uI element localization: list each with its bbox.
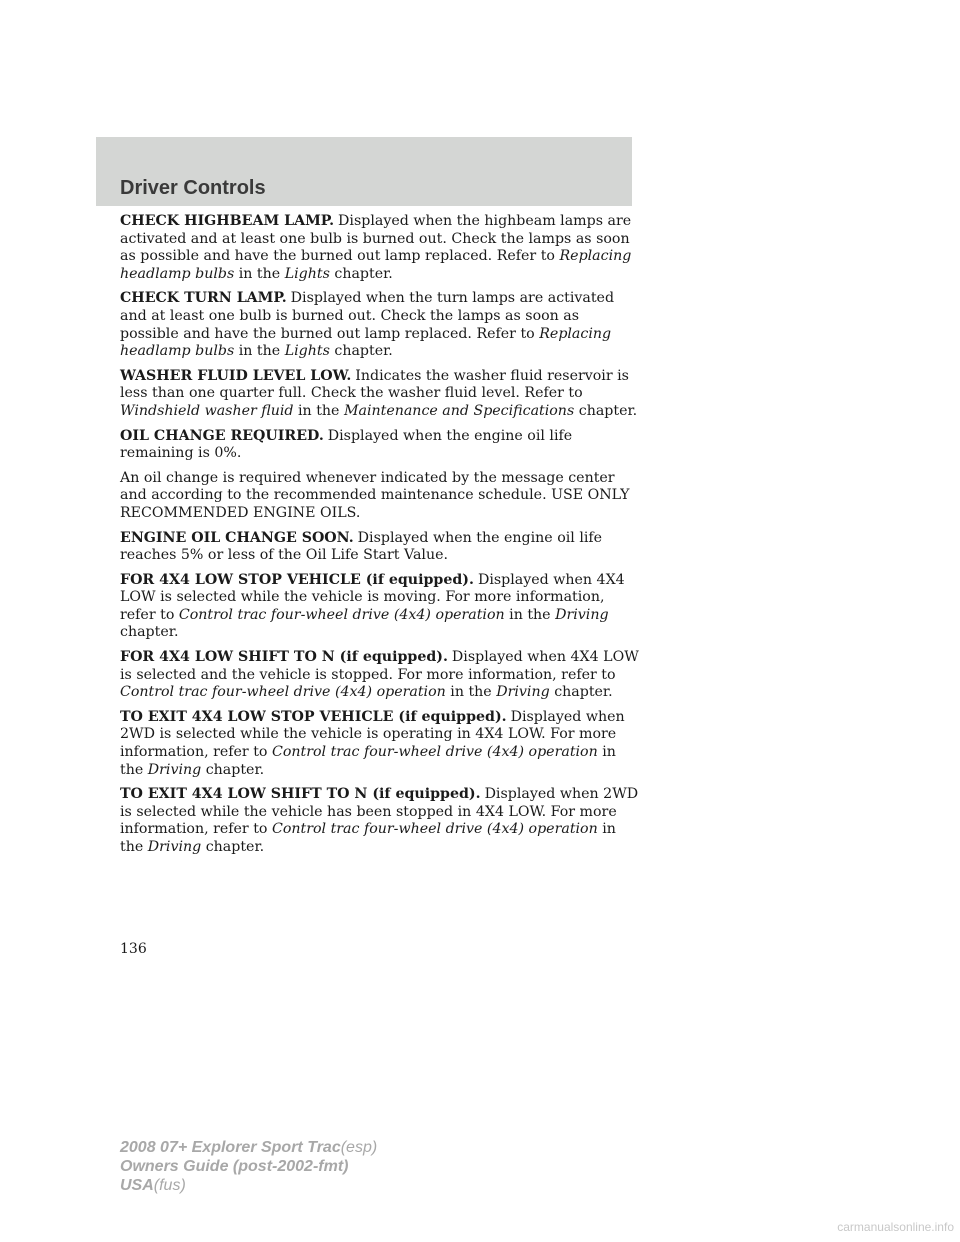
entry-ref: Windshield washer fluid xyxy=(120,402,294,419)
footer-market: USA xyxy=(120,1177,154,1194)
entry-text: chapter. xyxy=(201,761,265,778)
entry-term: WASHER FLUID LEVEL LOW. xyxy=(120,367,352,384)
entry-text: in the xyxy=(445,684,497,701)
entry-term: CHECK TURN LAMP. xyxy=(120,290,287,307)
entry-text: Displayed when 2WD is selected while the vehicle has been stopped in 4X4 LOW. For more information, refer to xyxy=(120,786,639,838)
entry-text: chapter. xyxy=(120,624,179,641)
entry-washer-fluid-level-low xyxy=(120,368,640,421)
page-number: 136 xyxy=(120,941,147,957)
footer-model-code: (esp) xyxy=(340,1139,378,1156)
section-title: Driver Controls xyxy=(120,177,266,199)
entry-term: OIL CHANGE REQUIRED. xyxy=(120,427,324,444)
footer-line-guide xyxy=(120,1157,377,1176)
entry-text: An oil change is required whenever indicated by the message center and according to the recommended maintenance schedule. USE ONLY RECOMMENDED ENGINE OILS. xyxy=(120,469,630,521)
entry-chapter-ref: Maintenance and Specifications xyxy=(343,402,575,419)
entry-chapter-ref: Lights xyxy=(284,265,330,282)
entry-term: TO EXIT 4X4 LOW SHIFT TO N (if equipped). xyxy=(120,786,481,803)
entry-text: chapter. xyxy=(549,684,613,701)
entry-ref: Replacing headlamp bulbs xyxy=(120,325,612,360)
entry-text: Displayed when 4X4 LOW is selected and the vehicle is stopped. For more information, refer to xyxy=(120,649,639,683)
entry-engine-oil-change-soon xyxy=(120,530,640,565)
entry-text: Displayed when 4X4 LOW is selected while the vehicle is moving. For more information, refer to xyxy=(120,571,625,623)
entry-ref: Control trac four-wheel drive (4x4) operation xyxy=(178,606,505,623)
entry-oil-change-required xyxy=(120,428,640,463)
entry-text: in the xyxy=(504,606,556,623)
entry-term: TO EXIT 4X4 LOW STOP VEHICLE (if equipped). xyxy=(120,708,507,725)
entry-text: chapter. xyxy=(329,343,393,360)
entry-text: Displayed when the turn lamps are activated and at least one bulb is burned out. Check the lamps as soon as possible and have the burned out lamp replaced. Refer to xyxy=(120,290,615,342)
entry-ref: Control trac four-wheel drive (4x4) operation xyxy=(271,744,598,761)
entry-chapter-ref: Driving xyxy=(555,606,609,623)
site-watermark: carmanualsonline.info xyxy=(837,1220,954,1234)
entry-text: Displayed when the highbeam lamps are activated and at least one bulb is burned out. Check the lamps as soon as possible and have the burned out lamp replaced. Refer to xyxy=(120,213,632,265)
entry-text: in the xyxy=(120,744,616,778)
entry-term: CHECK HIGHBEAM LAMP. xyxy=(120,213,335,229)
entry-chapter-ref: Lights xyxy=(284,343,330,360)
footer-guide: Owners Guide (post-2002-fmt) xyxy=(120,1158,349,1175)
entry-ref: Control trac four-wheel drive (4x4) operation xyxy=(120,684,446,701)
footer-model: 2008 07+ Explorer Sport Trac xyxy=(120,1139,341,1156)
footer-market-code: (fus) xyxy=(153,1177,186,1194)
entry-ref: Control trac four-wheel drive (4x4) operation xyxy=(271,821,598,838)
footer-line-market xyxy=(120,1176,377,1195)
entry-text: chapter. xyxy=(201,839,265,855)
page-content xyxy=(120,213,640,864)
entry-check-turn-lamp xyxy=(120,290,640,360)
entry-text: in the xyxy=(293,402,344,419)
entry-4x4-low-shift-to-n xyxy=(120,649,640,702)
entry-text: Displayed when the engine oil life remaining is 0%. xyxy=(120,427,573,462)
footer-line-model xyxy=(120,1138,377,1157)
section-header-band xyxy=(96,137,632,206)
entry-text: in the xyxy=(234,343,285,360)
document-footer xyxy=(120,1138,377,1195)
entry-chapter-ref: Driving xyxy=(147,761,202,778)
entry-term: FOR 4X4 LOW SHIFT TO N (if equipped). xyxy=(120,649,448,666)
entry-text: chapter. xyxy=(574,402,638,419)
entry-chapter-ref: Driving xyxy=(496,684,550,701)
entry-oil-change-note xyxy=(120,470,640,523)
entry-term: FOR 4X4 LOW STOP VEHICLE (if equipped). xyxy=(120,571,474,588)
entry-text: chapter. xyxy=(329,265,393,282)
entry-text: Displayed when the engine oil life reaches 5% or less of the Oil Life Start Value. xyxy=(120,529,603,564)
entry-ref: Replacing headlamp bulbs xyxy=(120,248,632,282)
entry-4x4-low-stop-vehicle xyxy=(120,572,640,642)
entry-text: in the xyxy=(234,265,285,282)
entry-exit-4x4-low-shift-to-n xyxy=(120,786,640,856)
entry-check-highbeam-lamp xyxy=(120,213,640,283)
entry-text: in the xyxy=(120,821,616,855)
entry-chapter-ref: Driving xyxy=(147,839,202,855)
entry-exit-4x4-low-stop-vehicle xyxy=(120,709,640,779)
entry-text: Indicates the washer fluid reservoir is less than one quarter full. Check the washer fluid level. Refer to xyxy=(120,367,629,402)
entry-text: Displayed when 2WD is selected while the vehicle is operating in 4X4 LOW. For more information, refer to xyxy=(120,708,625,761)
entry-term: ENGINE OIL CHANGE SOON. xyxy=(120,529,354,546)
